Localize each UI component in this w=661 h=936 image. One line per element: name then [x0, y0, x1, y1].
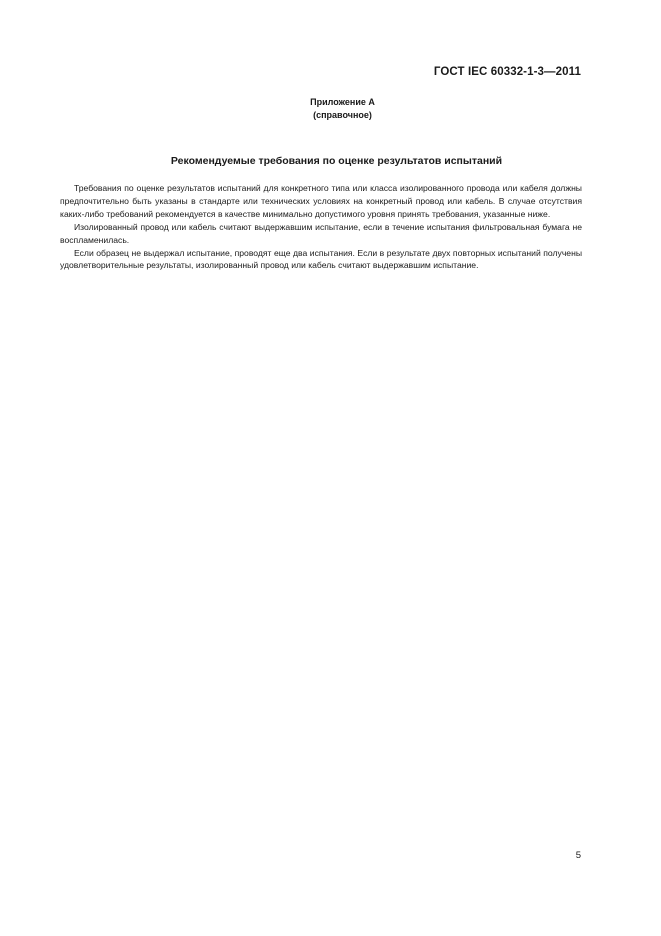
appendix-subtitle: (справочное) — [313, 110, 372, 120]
paragraph: Требования по оценке результатов испытаний для конкретного типа или класса изолированного провода или кабеля должны предпочтительно быть указаны в стандарте или технических условиях на конкретный провод или кабель. В случае отсутствия каких-либо требований рекомендуется в качестве минимально допустимого уровня принять требования, указанные ниже. — [60, 183, 582, 219]
document-code-header: ГОСТ IEC 60332-1-3—2011 — [433, 66, 581, 78]
paragraph: Изолированный провод или кабель считают выдержавшим испытание, если в течение испытания фильтровальная бумага не воспламенилась. — [60, 221, 582, 245]
paragraph: Если образец не выдержал испытание, проводят еще два испытания. Если в результате двух повторных испытаний получены удовлетворительные результаты, изолированный провод или кабель считают выдержавшим испытание. — [60, 247, 582, 271]
appendix-heading — [0, 96, 661, 122]
body-text — [60, 182, 582, 272]
appendix-title: Приложение А — [310, 97, 375, 107]
page-number: 5 — [575, 850, 581, 861]
section-title: Рекомендуемые требования по оценке результатов испытаний — [170, 155, 503, 167]
